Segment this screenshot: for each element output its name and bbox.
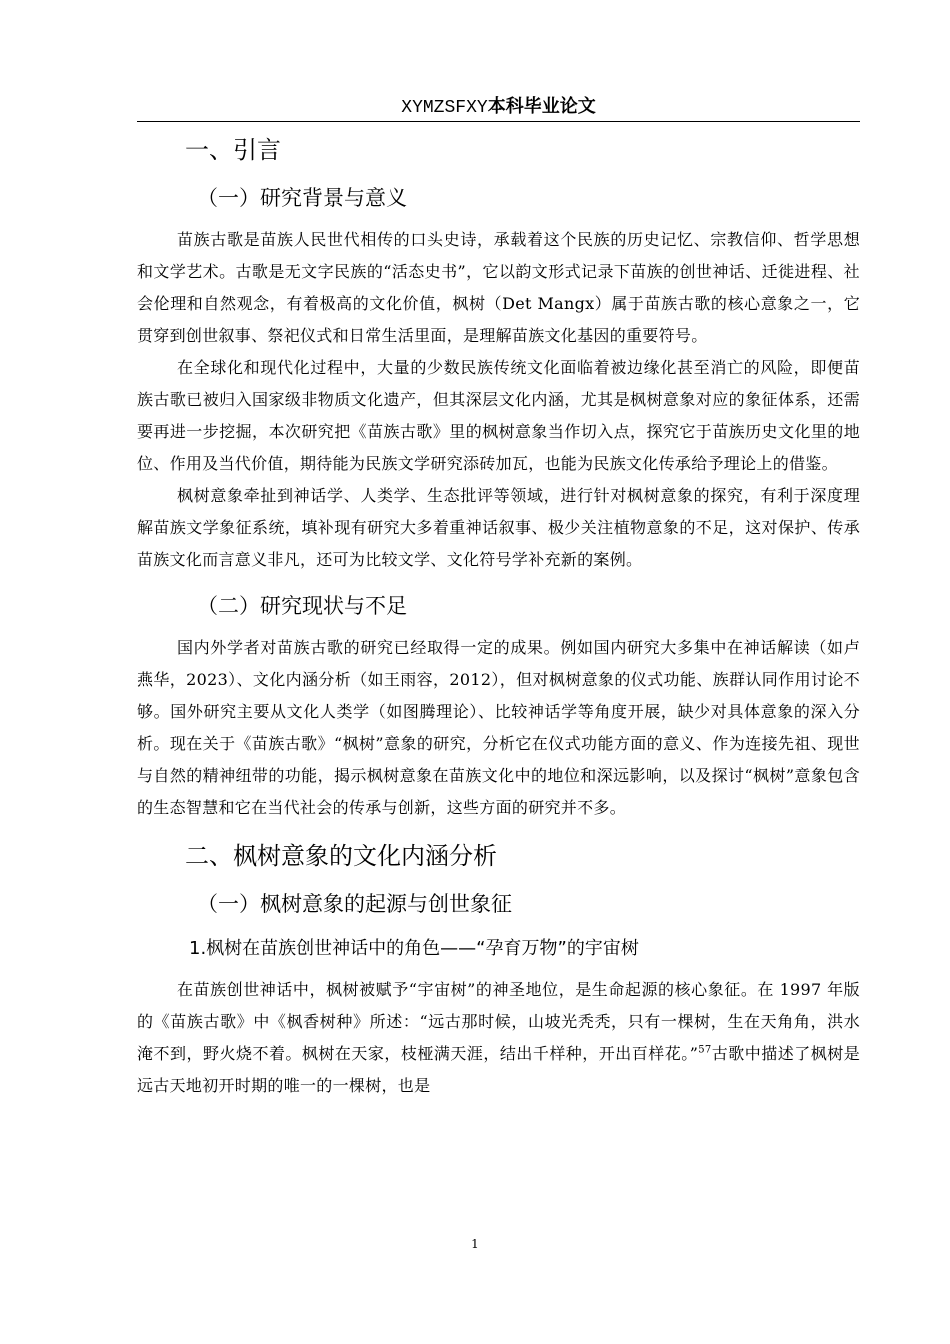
paragraph: 枫树意象牵扯到神话学、人类学、生态批评等领域，进行针对枫树意象的探究，有利于深度理解苗族文学象征系统，填补现有研究大多着重神话叙事、极少关注植物意象的不足，这对保护、传承苗族文化而言意义非凡，还可为比较文学、文化符号学补充新的案例。 [137, 486, 860, 569]
section-1-2-heading: （二）研究现状与不足 [197, 594, 407, 618]
paragraph [137, 974, 860, 1102]
paragraph-text: 古歌中描述了枫树是远古天地初开时期的唯一的一棵树，也是 [137, 1044, 860, 1095]
header-title: 本科毕业论文 [487, 96, 596, 117]
body-content [137, 128, 860, 1102]
footnote-ref[interactable]: 57 [698, 1044, 712, 1056]
section-2-heading: 二、枫树意象的文化内涵分析 [185, 842, 497, 870]
section-2-1-1-heading: 1.枫树在苗族创世神话中的角色——“孕育万物”的宇宙树 [189, 938, 639, 959]
section-1-1-heading: （一）研究背景与意义 [197, 186, 407, 210]
page-number: 1 [471, 1237, 479, 1251]
paragraph-text: 在苗族创世神话中，枫树被赋予“宇宙树”的神圣地位，是生命起源的核心象征。在 1997 年版的《苗族古歌》中《枫香树种》所述：“远古那时候，山坡光秃秃，只有一棵树，生在天角角，洪水淹不到，野火烧不着。枫树在天家，枝桠满天涯，结出千样种，开出百样花。” [137, 980, 860, 1063]
header-rule [137, 121, 860, 122]
section-1-heading: 一、引言 [185, 136, 281, 164]
paragraph: 苗族古歌是苗族人民世代相传的口头史诗，承载着这个民族的历史记忆、宗教信仰、哲学思想和文学艺术。古歌是无文字民族的“活态史书”，它以韵文形式记录下苗族的创世神话、迁徙进程、社会伦理和自然观念，有着极高的文化价值，枫树（Det Mangx）属于苗族古歌的核心意象之一，它贯穿到创世叙事、祭祀仪式和日常生活里面，是理解苗族文化基因的重要符号。 [137, 230, 860, 345]
paragraph: 国内外学者对苗族古歌的研究已经取得一定的成果。例如国内研究大多集中在神话解读（如卢燕华，2023）、文化内涵分析（如王雨容，2012），但对枫树意象的仪式功能、族群认同作用讨论不够。国外研究主要从文化人类学（如图腾理论）、比较神话学等角度开展，缺少对具体意象的深入分析。现在关于《苗族古歌》“枫树”意象的研究，分析它在仪式功能方面的意义、作为连接先祖、现世与自然的精神纽带的功能，揭示枫树意象在苗族文化中的地位和深远影响，以及探讨“枫树”意象包含的生态智慧和它在当代社会的传承与创新，这些方面的研究并不多。 [137, 638, 860, 817]
header-latin: XYMZSFXY [401, 98, 488, 118]
running-header [137, 96, 860, 119]
paragraph: 在全球化和现代化过程中，大量的少数民族传统文化面临着被边缘化甚至消亡的风险，即便苗族古歌已被归入国家级非物质文化遗产，但其深层文化内涵，尤其是枫树意象对应的象征体系，还需要再进一步挖掘，本次研究把《苗族古歌》里的枫树意象当作切入点，探究它于苗族历史文化里的地位、作用及当代价值，期待能为民族文学研究添砖加瓦，也能为民族文化传承给予理论上的借鉴。 [137, 358, 860, 473]
section-2-1-heading: （一）枫树意象的起源与创世象征 [197, 892, 512, 916]
